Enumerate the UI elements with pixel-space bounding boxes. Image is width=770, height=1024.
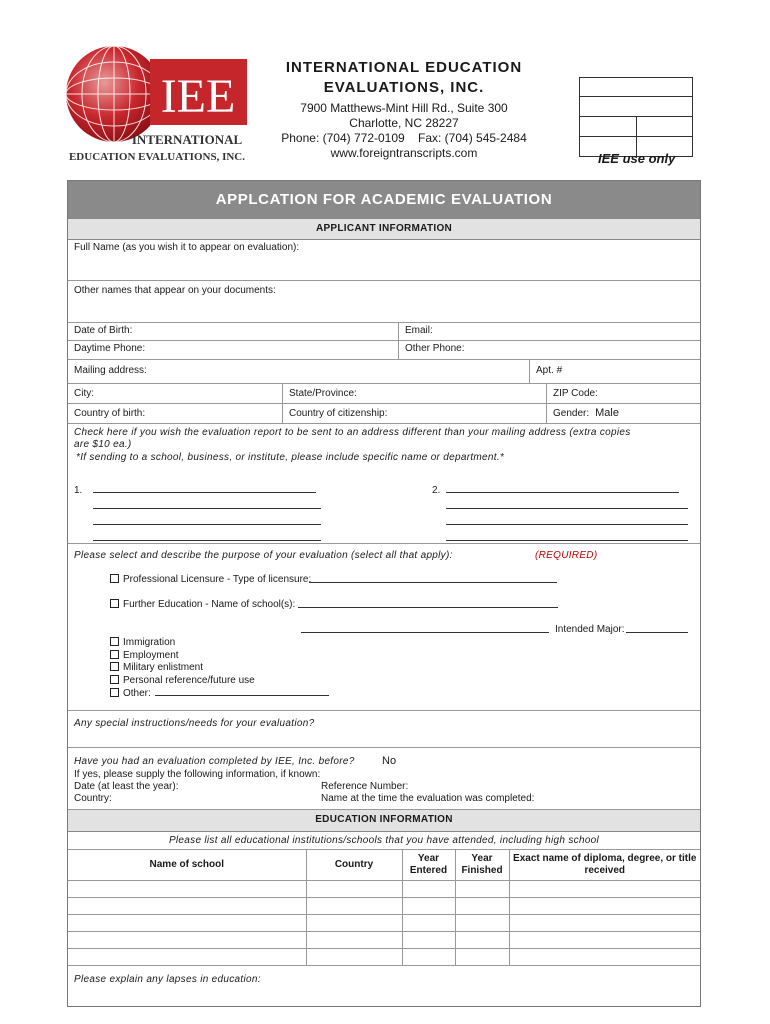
country-cell[interactable] (306, 932, 402, 949)
further-education-label: Further Education - Name of school(s): (123, 599, 296, 610)
education-lapses-field[interactable] (68, 966, 700, 985)
apt-field[interactable] (530, 360, 700, 383)
previous-eval-label: Have you had an evaluation completed by IEE, Inc. before? (74, 756, 355, 767)
logo-international-text: INTERNATIONAL (131, 132, 243, 147)
full-name-field[interactable] (68, 240, 700, 281)
previous-eval-if-yes: If yes, please supply the following information, if known: (74, 769, 321, 780)
alt-address-2-line-2[interactable] (446, 500, 688, 509)
organization-info (262, 58, 546, 161)
daytime-phone-field[interactable] (68, 341, 399, 359)
purpose-option-personal (110, 675, 329, 688)
previous-evaluation-section (68, 748, 700, 810)
alt-address-price: are $10 ea.) (74, 439, 132, 450)
org-website[interactable]: www.foreigntranscripts.com (330, 146, 478, 160)
other-names-field[interactable] (68, 281, 700, 323)
school-name-input[interactable] (298, 599, 558, 608)
mailing-address-field[interactable] (68, 360, 530, 383)
purpose-further-ed-option (110, 599, 295, 610)
school-cell[interactable] (68, 881, 306, 898)
gender-label: Gender: (553, 408, 590, 419)
citizenship-label: Country of citizenship: (289, 408, 388, 419)
personal-reference-checkbox[interactable] (110, 675, 119, 684)
further-education-checkbox[interactable] (110, 599, 119, 608)
table-row (68, 898, 700, 915)
purpose-label: Please select and describe the purpose of your evaluation (select all that apply): (74, 550, 453, 561)
table-row (68, 932, 700, 949)
year-finished-cell[interactable] (455, 915, 509, 932)
zip-label: ZIP Code: (553, 388, 598, 399)
iee-use-only-box (579, 77, 693, 157)
country-cell[interactable] (306, 949, 402, 966)
diploma-cell[interactable] (509, 932, 700, 949)
table-row (68, 881, 700, 898)
purpose-option-immigration (110, 637, 329, 650)
other-checkbox[interactable] (110, 688, 119, 697)
alt-address-section (68, 424, 700, 544)
alt-address-2-line-4[interactable] (446, 532, 688, 541)
state-field[interactable] (283, 384, 547, 403)
logo-evaluations-text: EDUCATION EVALUATIONS, INC. (68, 151, 246, 163)
column-year-entered: Year Entered (402, 850, 455, 881)
column-name-of-school: Name of school (68, 850, 306, 881)
alt-address-2-line-3[interactable] (446, 516, 688, 525)
org-address: 7900 Matthews-Mint Hill Rd., Suite 300 (300, 101, 508, 115)
purpose-option-other (110, 687, 329, 701)
iee-use-only-label: IEE use only (598, 151, 676, 166)
education-table-header (68, 850, 700, 881)
previous-date-label[interactable]: Date (at least the year): (74, 781, 179, 792)
alt-address-2-line-1[interactable] (446, 484, 679, 493)
licensure-label: Professional Licensure - Type of licensure: (123, 574, 312, 585)
form-title: APPLCATION FOR ACADEMIC EVALUATION (68, 181, 700, 218)
alt-address-number-1: 1. (74, 485, 83, 496)
country-of-birth-label: Country of birth: (74, 408, 146, 419)
dob-label: Date of Birth: (74, 325, 133, 336)
other-input[interactable] (155, 687, 329, 696)
employment-label: Employment (123, 649, 179, 661)
year-finished-cell[interactable] (455, 949, 509, 966)
immigration-label: Immigration (123, 637, 176, 648)
education-info-heading: EDUCATION INFORMATION (68, 810, 700, 832)
immigration-checkbox[interactable] (110, 637, 119, 646)
email-field[interactable] (399, 323, 700, 340)
applicant-info-heading: APPLICANT INFORMATION (68, 218, 700, 240)
previous-eval-value[interactable]: No (382, 755, 397, 767)
diploma-cell[interactable] (509, 949, 700, 966)
iee-box-row (579, 97, 693, 117)
iee-box-row (579, 117, 693, 137)
country-cell[interactable] (306, 881, 402, 898)
org-city: Charlotte, NC 28227 (349, 116, 459, 130)
military-label: Military enlistment (123, 662, 204, 673)
year-entered-cell[interactable] (402, 932, 455, 949)
year-entered-cell[interactable] (402, 881, 455, 898)
iee-box-row (579, 77, 693, 97)
school-cell[interactable] (68, 949, 306, 966)
other-phone-label: Other Phone: (405, 343, 465, 354)
iee-logo (62, 44, 252, 166)
logo-iee-text: IEE (160, 70, 236, 123)
table-row (68, 915, 700, 932)
column-country: Country (306, 850, 402, 881)
alt-address-1-line-2[interactable] (93, 500, 321, 509)
alt-address-1-line-3[interactable] (93, 516, 321, 525)
required-label: (REQUIRED) (535, 550, 598, 561)
purpose-section (68, 544, 700, 711)
special-instructions-field[interactable] (68, 711, 700, 748)
school-name-input-2[interactable] (301, 624, 549, 633)
other-names-label: Other names that appear on your documents: (74, 285, 276, 296)
previous-reference-label[interactable]: Reference Number: (321, 781, 409, 792)
alt-address-note: *If sending to a school, business, or institute, please include specific name or department.* (76, 452, 505, 463)
diploma-cell[interactable] (509, 881, 700, 898)
purpose-option-military (110, 662, 329, 675)
citizenship-field[interactable] (283, 404, 547, 423)
year-finished-cell[interactable] (455, 898, 509, 915)
diploma-cell[interactable] (509, 898, 700, 915)
year-entered-cell[interactable] (402, 915, 455, 932)
country-cell[interactable] (306, 898, 402, 915)
alt-address-checkbox-label[interactable]: Check here if you wish the evaluation report to be sent to an address different than your mailing address (extra copies (74, 427, 631, 438)
purpose-options-list (110, 637, 329, 701)
year-finished-cell[interactable] (455, 932, 509, 949)
city-field[interactable] (68, 384, 283, 403)
employment-checkbox[interactable] (110, 650, 119, 659)
alt-address-1-line-1[interactable] (93, 484, 316, 493)
org-name-line2: EVALUATIONS, INC. (323, 79, 485, 96)
org-name-line1: INTERNATIONAL EDUCATION (285, 59, 523, 76)
country-of-birth-field[interactable] (68, 404, 283, 423)
licensure-checkbox[interactable] (110, 574, 119, 583)
special-instructions-label: Any special instructions/needs for your evaluation? (74, 718, 315, 729)
state-label: State/Province: (289, 388, 357, 399)
intended-major-label: Intended Major: (555, 624, 625, 635)
previous-name-label[interactable]: Name at the time the evaluation was completed: (321, 793, 535, 804)
education-table (68, 849, 700, 966)
year-entered-cell[interactable] (402, 898, 455, 915)
purpose-licensure-option (110, 574, 311, 585)
alt-address-number-2: 2. (432, 485, 441, 496)
education-lapses-label: Please explain any lapses in education: (74, 974, 261, 985)
gender-value: Male (595, 407, 619, 419)
licensure-type-input[interactable] (309, 574, 557, 583)
school-cell[interactable] (68, 932, 306, 949)
mailing-address-label: Mailing address: (74, 365, 147, 376)
previous-country-label[interactable]: Country: (74, 793, 112, 804)
other-label: Other: (123, 688, 151, 699)
full-name-label: Full Name (as you wish it to appear on evaluation): (74, 242, 300, 253)
gender-field[interactable] (547, 404, 700, 423)
purpose-option-employment (110, 650, 329, 663)
diploma-cell[interactable] (509, 915, 700, 932)
zip-field[interactable] (547, 384, 700, 403)
org-phone: Phone: (704) 772-0109 Fax: (704) 545-2484 (281, 131, 527, 145)
education-instruction: Please list all educational institutions/schools that you have attended, including high school (168, 835, 600, 846)
intended-major-input[interactable] (626, 624, 688, 633)
column-year-finished: Year Finished (455, 850, 509, 881)
application-form (67, 180, 701, 1007)
column-diploma: Exact name of diploma, degree, or title received (509, 850, 700, 881)
apt-label: Apt. # (536, 365, 563, 376)
country-cell[interactable] (306, 915, 402, 932)
other-phone-field[interactable] (399, 341, 700, 359)
military-checkbox[interactable] (110, 662, 119, 671)
school-cell[interactable] (68, 915, 306, 932)
personal-reference-label: Personal reference/future use (123, 674, 255, 686)
table-row (68, 949, 700, 966)
email-label: Email: (405, 325, 433, 336)
daytime-phone-label: Daytime Phone: (74, 343, 146, 354)
year-finished-cell[interactable] (455, 881, 509, 898)
year-entered-cell[interactable] (402, 949, 455, 966)
dob-field[interactable] (68, 323, 399, 340)
school-cell[interactable] (68, 898, 306, 915)
alt-address-1-line-4[interactable] (93, 532, 321, 541)
city-label: City: (74, 388, 94, 399)
